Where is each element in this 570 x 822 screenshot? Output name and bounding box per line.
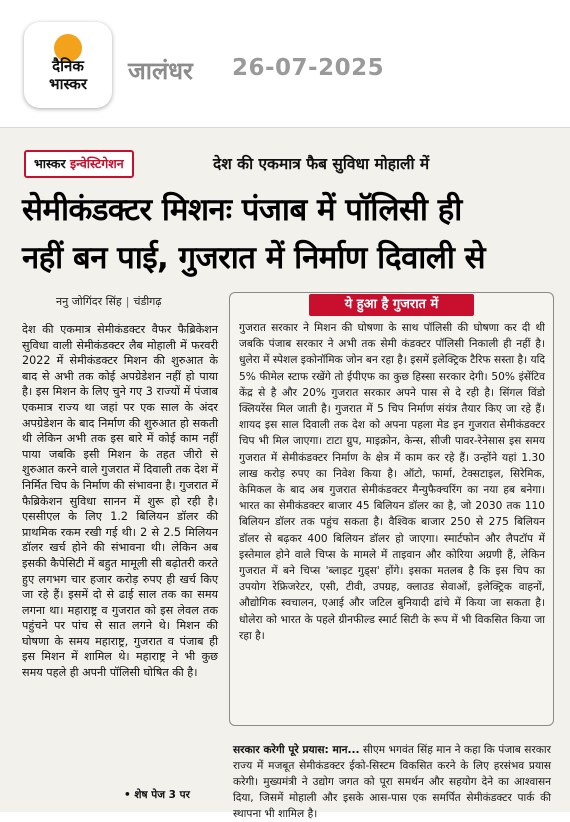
edition-date: 26-07-2025 [232, 55, 385, 81]
article-left-column [22, 322, 218, 681]
logo-line-1: दैनिक [52, 57, 84, 75]
kicker-subhead: देश की एकमात्र फैब सुविधा मोहाली में [213, 155, 430, 173]
headline-line-2: नहीं बन पाई, गुजरात में निर्माण दिवाली से [22, 240, 486, 276]
byline-place: चंडीगढ़ [133, 295, 162, 308]
headline-line-1: सेमीकंडक्टर मिशनः पंजाब में पॉलिसी ही [22, 192, 462, 228]
byline-separator: | [125, 295, 130, 308]
investigation-badge [24, 150, 134, 178]
info-box-title: ये हुआ है गुजरात में [309, 294, 474, 316]
edition-city: जालंधर [128, 57, 193, 85]
left-column-text: देश की एकमात्र सेमीकंडक्टर वैफर फैब्रिकेशन सुविधा वाली सेमीकंडक्टर लैब मोहाली में फरवरी 2022 में सेमीकंडक्टर मिशन की शुरुआत के बाद से अभी तक कोई अपग्रेडेशन नहीं हो पाया है। इस मिशन के लिए चुने गए 3 राज्यों में पंजाब एकमात्र राज्य था जहां पर एक साल के अंदर अपग्रेडेशन के बाद निर्माण की शुरुआत हो सकती थी लेकिन अभी तक इस बारे में कोई काम नहीं पाया जबकि इसी मिशन के तहत जीरो से शुरुआत करने वाले गुजरात में दिवाली तक देश में निर्मित चिप के निर्माण की संभावना है। गुजरात में फैब्रिकेशन सुविधा सानन में शुरू हो रही है। एससीएल के लिए 1.2 बिलियन डॉलर की प्राथमिक रकम रखी गई थी। 2 से 2.5 मिलियन डॉलर खर्च होने की संभावना थी। लेकिन अब इसकी कैपेसिटी में बहुत मामूली सी बढ़ोतरी करते हुए लगभग चार हजार करोड़ रुपए ही खर्च किए जा रहे हैं। इसमें दो से ढाई साल तक का समय लगना था। महाराष्ट्र व गुजरात को इस लेवल तक पहुंचने पर पांच से सात लगने थे। मिशन की घोषणा के समय महाराष्ट्र, गुजरात व पंजाब ही इस मिशन में शामिल थे। महाराष्ट्र ने भी कुछ समय पहले ही अपनी पॉलिसी घोषित की है। [22, 323, 218, 680]
byline-author: ननु जोगिंदर सिंह [56, 295, 122, 308]
bottom-note-lead: सरकार करेगी पूरे प्रयास: मान... [233, 744, 360, 756]
kicker-brand: भास्कर [34, 156, 66, 171]
bottom-note [233, 742, 551, 822]
app-header [0, 0, 570, 128]
byline [56, 294, 162, 309]
bottom-note-text: सीएम भगवंत सिंह मान ने कहा कि पंजाब सरकार राज्य में मजबूत सेमीकंडक्टर ईको-सिस्टम विकसित करने के लिए हरसंभव प्रयास करेगी। मुख्यमंत्री ने उद्योग जगत को पूरा समर्थन और सहयोग देने का आश्वासन दिया, जिसमें मोहाली और इसके आस-पास एक समर्पित सेमीकंडक्टर पार्क की स्थापना भी शामिल है। [233, 744, 551, 820]
kicker-label: इन्वेस्टिगेशन [69, 156, 124, 171]
continued-page-ref: • शेष पेज 3 पर [124, 789, 190, 801]
logo-line-2: भास्कर [49, 75, 87, 93]
info-box-text: गुजरात सरकार ने मिशन की घोषणा के साथ पॉलिसी की घोषणा कर दी थी जबकि पंजाब सरकार ने अभी तक सेमी कंडक्टर पॉलिसी निकाली ही नहीं है। धुलेरा में स्पेशल इकोनॉमिक जोन बन रहा है। इसमें इलेक्ट्रिक टैरिफ सस्ता है। यदि 5% फीमेल स्टाफ रखेंगे तो ईपीएफ का कुछ हिस्सा सरकार देगी। 50% इंसेंटिव केंद्र से है और 20% गुजरात सरकार अपने पास से दे रही है। सिंगल विंडो क्लियरेंस मिल जाती है। गुजरात में 5 चिप निर्माण संयंत्र तैयार किए जा रहे हैं। शायद इस साल दिवाली तक देश को अपना पहला मेड इन गुजरात सेमीकंडक्टर चिप भी मिल जाएगा। टाटा ग्रुप, माइक्रोन, केन्स, सीजी पावर-रेनेसास इस समय गुजरात में सेमीकंडक्टर निर्माण के क्षेत्र में काम कर रहे हैं। उन्होंने यहां 1.30 लाख करोड़ रुपए का निवेश किया है। ऑटो, फार्मा, टेक्सटाइल, सिरेमिक, केमिकल के बाद अब गुजरात सेमीकंडक्टर मैन्युफैक्चरिंग का नया हब बनेगा। भारत का सेमीकंडक्टर बाजार 45 बिलियन डॉलर का है, जो 2030 तक 110 बिलियन डॉलर तक पहुंच सकता है। वैश्विक बाजार 250 से 275 बिलियन डॉलर से बढ़कर 400 बिलियन डॉलर हो जाएगा। स्मार्टफोन और लैपटॉप में इस्तेमाल होने वाले चिप्स के मामले में ताइवान और कोरिया अग्रणी हैं, लेकिन गुजरात में बने चिप्स 'ब्लाइट गुड्स' होंगे। इसका मतलब है कि इस चिप का उपयोग रेफ्रिजरेटर, एसी, टीवी, उपग्रह, क्लाउड सेवाओं, इलेक्ट्रिक वाहनों, औद्योगिक स्वचालन, एआई और जटिल बुनियादी ढांचे में किया जा सकता है। धोलेरा को भारत के पहले ग्रीनफील्ड स्मार्ट सिटी के रूप में भी विकसित किया जा रहा है। [239, 322, 545, 642]
dainik-bhaskar-logo[interactable] [24, 22, 112, 108]
